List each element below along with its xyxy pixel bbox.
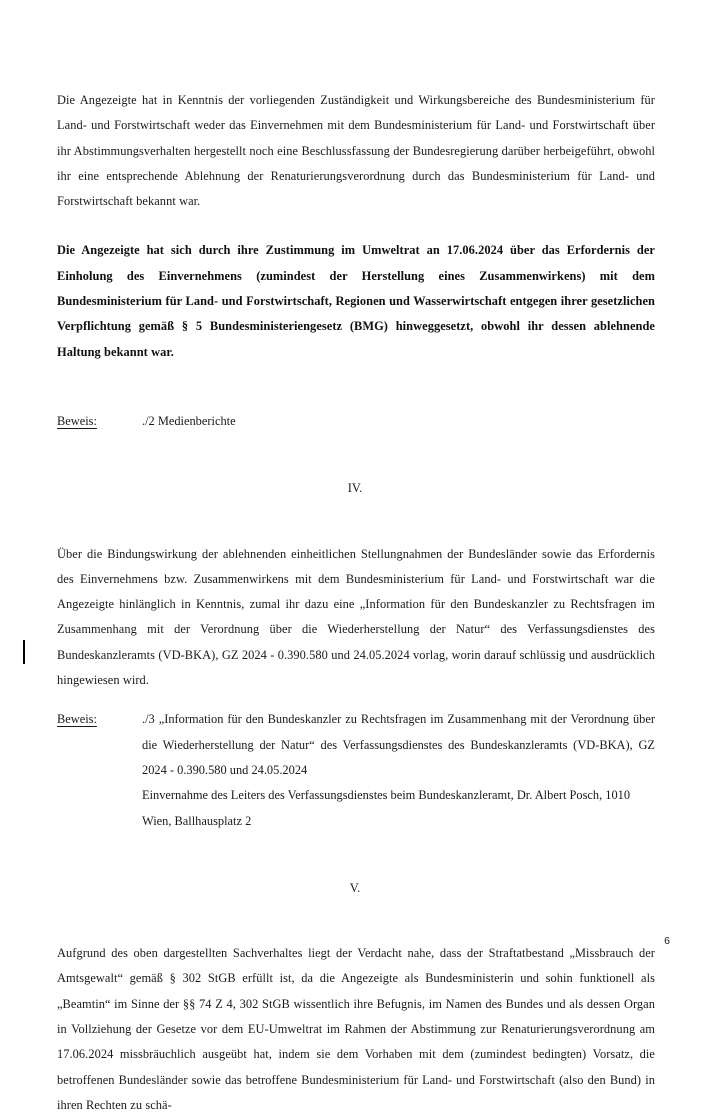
evidence-item: ./2 Medienberichte bbox=[142, 413, 236, 428]
spacer bbox=[57, 434, 655, 476]
spacer bbox=[57, 901, 655, 941]
document-body bbox=[57, 0, 655, 1118]
evidence-items bbox=[142, 707, 655, 833]
spacer bbox=[57, 502, 655, 542]
revision-change-bar bbox=[23, 640, 25, 664]
evidence-item-1: ./3 „Information für den Bundeskanzler zu Rechtsfragen im Zusammenhang mit der Verordnung über die Wiederherstellung der Natur“ des Verfassungsdienstes des Bundeskanzleramts (VD-BKA), GZ 2024 - 0.390.580 und 24.05.2024 bbox=[142, 712, 655, 777]
spacer bbox=[57, 214, 655, 238]
paragraph-section-iv: Über die Bindungswirkung der ablehnenden einheitlichen Stellungnahmen der Bundesländer sowie das Erfordernis des Einvernehmens bzw. Zusammenwirkens mit dem Bundesministerium für Land- und Forstwirtschaft war die Angezeigte hinlänglich in Kenntnis, zumal ihr dazu eine „Information für den Bundeskanzler zu Rechtsfragen im Zusammenhang mit der Verordnung über die Wiederherstellung der Natur“ des Verfassungsdienstes des Bundeskanzleramts (VD-BKA), GZ 2024 - 0.390.580 und 24.05.2024 vorlag, worin darauf schlüssig und ausdrücklich hingewiesen wird. bbox=[57, 546, 655, 688]
section-heading-iv: IV. bbox=[347, 481, 363, 496]
evidence-block-1 bbox=[57, 409, 655, 434]
evidence-item-2: Einvernahme des Leiters des Verfassungsdienstes beim Bundeskanzleramt, Dr. Albert Posch, 1010 Wien, Ballhausplatz 2 bbox=[142, 788, 631, 828]
paragraph-knowledge-of-competence: Die Angezeigte hat in Kenntnis der vorliegenden Zuständigkeit und Wirkungsbereiche des Bundesministerium für Land- und Forstwirtschaft weder das Einvernehmen mit dem Bundesministerium für Land- und Forstwirtschaft über ihr Abstimmungsverhalten hergestellt noch eine Beschlussfassung der Bundesregierung darüber herbeigeführt, obwohl ihr eine entsprechende Ablehnung der Renaturierungsverordnung durch das Bundesministerium für Land- und Forstwirtschaft bekannt war. bbox=[57, 93, 655, 209]
section-heading-v: V. bbox=[349, 880, 361, 895]
spacer bbox=[57, 693, 655, 707]
page-number: 6 bbox=[664, 935, 670, 947]
spacer bbox=[57, 365, 655, 409]
evidence-label: Beweis: bbox=[57, 413, 97, 428]
spacer bbox=[57, 834, 655, 876]
evidence-block-2 bbox=[57, 707, 655, 833]
paragraph-consent-umweltrat: Die Angezeigte hat sich durch ihre Zustimmung im Umweltrat an 17.06.2024 über das Erfordernis der Einholung des Einvernehmens (zumindest der Herstellung eines Zusammenwirkens) mit dem Bundesministerium für Land- und Forstwirtschaft, Regionen und Wasserwirtschaft entgegen ihrer gesetzlichen Verpflichtung gemäß § 5 Bundesministeriengesetz (BMG) hinweggesetzt, obwohl ihr dessen ablehnende Haltung bekannt war. bbox=[57, 243, 655, 359]
evidence-label: Beweis: bbox=[57, 712, 97, 727]
paragraph-section-v: Aufgrund des oben dargestellten Sachverhaltes liegt der Verdacht nahe, dass der Straftatbestand „Missbrauch der Amtsgewalt“ gemäß § 302 StGB erfüllt ist, da die Angezeigte als Bundesministerin und sohin funktionell als „Beamtin“ im Sinne der §§ 74 Z 4, 302 StGB wissentlich ihre Befugnis, im Namen des Bundes und als dessen Organ in Vollziehung der Gesetze vor dem EU-Umweltrat im Rahmen der Abstimmung zur Renaturierungsverordnung am 17.06.2024 missbräuchlich ausgeübt hat, indem sie dem Vorhaben mit dem (zumindest bedingten) Vorsatz, die betroffenen Bundesländer sowie das betroffene Bundesministerium für Land- und Forstwirtschaft (also den Bund) in ihren Rechten zu schä- bbox=[57, 946, 655, 1112]
